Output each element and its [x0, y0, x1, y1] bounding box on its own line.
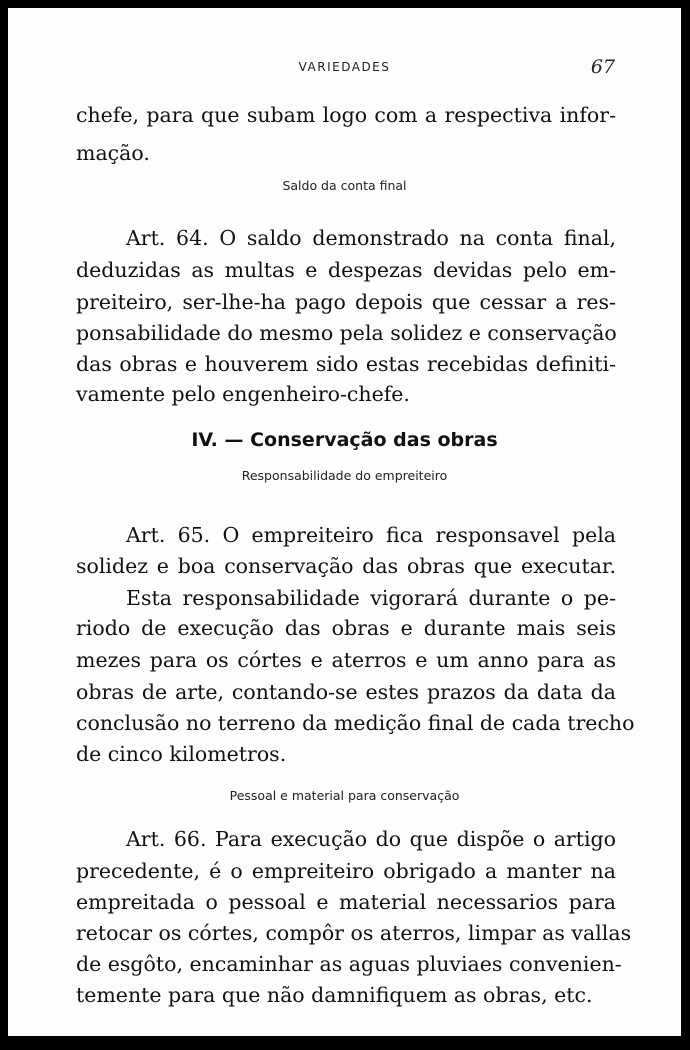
text-line: das obras e houverem sido estas recebidas definiti-: [76, 352, 616, 376]
running-title: VARIEDADES: [298, 60, 391, 74]
text-line: temente para que não damnifiquem as obras, etc.: [76, 983, 593, 1007]
text-line: mação.: [76, 141, 150, 165]
text-line: ponsabilidade do mesmo pela solidez e conservação: [76, 321, 617, 345]
text-line: riodo de execução das obras e durante mais seis: [76, 616, 616, 640]
running-head: [8, 56, 681, 80]
paragraph-first-line: Art. 64. O saldo demonstrado na conta final,: [126, 226, 616, 250]
subsection-heading: Saldo da conta final: [282, 178, 407, 193]
text-line: preiteiro, ser-lhe-ha pago depois que cessar a res-: [76, 290, 616, 314]
text-line: precedente, é o empreiteiro obrigado a manter na: [76, 859, 616, 883]
text-line: de cinco kilometros.: [76, 742, 287, 766]
paragraph-first-line: Esta responsabilidade vigorará durante o pe-: [126, 586, 616, 610]
text-line: mezes para os córtes e aterros e um anno para as: [76, 648, 616, 672]
text-line: vamente pelo engenheiro-chefe.: [76, 382, 410, 406]
book-page: [8, 8, 681, 1036]
page-number: 67: [590, 56, 615, 78]
text-line: obras de arte, contando-se estes prazos da data da: [76, 680, 616, 704]
text-line: empreitada o pessoal e material necessarios para: [76, 890, 616, 914]
paragraph-first-line: Art. 66. Para execução do que dispõe o artigo: [126, 827, 616, 851]
text-line: retocar os córtes, compôr os aterros, limpar as vallas: [76, 921, 632, 945]
text-line: conclusão no terreno da medição final de cada trecho: [76, 711, 635, 735]
text-line: deduzidas as multas e despezas devidas pelo em-: [76, 258, 616, 282]
subsection-heading: Responsabilidade do empreiteiro: [241, 468, 448, 483]
text-line: chefe, para que subam logo com a respectiva infor-: [76, 103, 616, 127]
text-line: de esgôto, encaminhar as aguas pluviaes convenien-: [76, 952, 622, 976]
paragraph-first-line: Art. 65. O empreiteiro fica responsavel pela: [126, 523, 616, 547]
section-heading: IV. — Conservação das obras: [191, 429, 498, 451]
text-line: solidez e boa conservação das obras que executar.: [76, 554, 616, 578]
subsection-heading: Pessoal e material para conservação: [229, 788, 460, 803]
